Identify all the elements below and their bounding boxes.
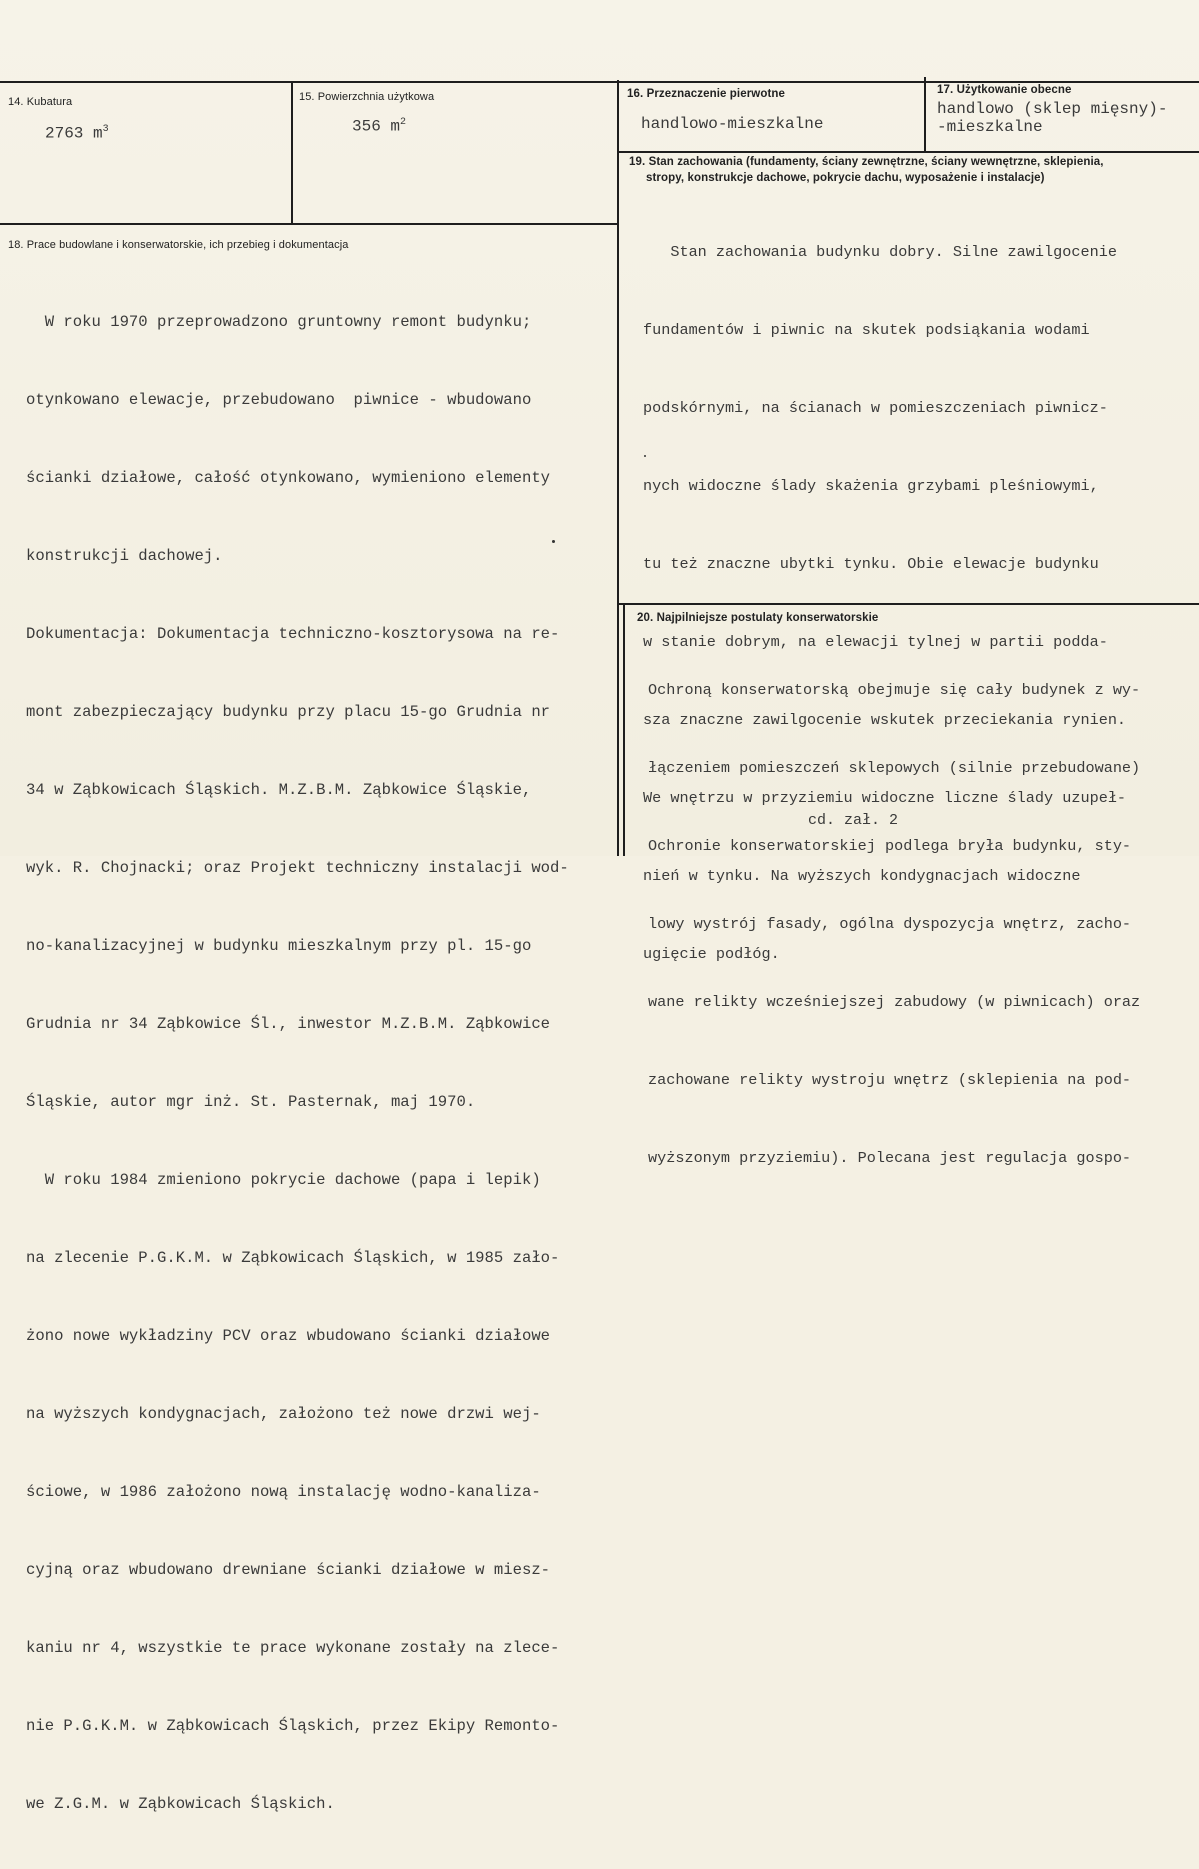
postulaty-line: lowy wystrój fasady, ogólna dyspozycja wnętrz, zacho- [648,915,1132,933]
top-rule [0,81,1199,83]
prace-line: Śląskie, autor mgr inż. St. Pasternak, maj 1970. [26,1093,476,1111]
prace-line: ścianki działowe, całość otynkowano, wymieniono elementy [26,469,551,487]
speck [644,455,646,457]
stan-line: fundamentów i piwnic na skutek podsiąkania wodami [643,321,1090,339]
stan-line: We wnętrzu w przyziemiu widoczne liczne ślady uzupeł- [643,789,1127,807]
prace-line: W roku 1970 przeprowadzono gruntowny remont budynku; [26,313,532,331]
stan-line: ugięcie podłóg. [643,945,780,963]
stan-label-line-1: 19. Stan zachowania (fundamenty, ściany zewnętrzne, ściany wewnętrzne, sklepienia, [629,156,1104,168]
stan-line: sza znaczne zawilgocenie wskutek przeciekania rynien. [643,711,1127,729]
stan-line: podskórnymi, na ścianach w pomieszczeniach piwnicz- [643,399,1108,417]
prace-line: kaniu nr 4, wszystkie te prace wykonane zostały na zlece- [26,1639,560,1657]
rule-under-16-17 [618,151,1199,153]
prace-line: no-kanalizacyjnej w budynku mieszkalnym przy pl. 15-go [26,937,532,955]
postulaty-line: Ochroną konserwatorską obejmuje się cały budynek z wy- [648,681,1141,699]
powierzchnia-label: 15. Powierzchnia użytkowa [299,91,435,103]
stan-line: nień w tynku. Na wyższych kondygnacjach widoczne [643,867,1081,885]
prace-line: żono nowe wykładziny PCV oraz wbudowano ścianki działowe [26,1327,551,1345]
kubatura-value: 2763 $m^3$ [45,124,109,143]
prace-line: ściowe, w 1986 założono nową instalację wodno-kanaliza- [26,1483,541,1501]
prace-text [26,257,569,1869]
powierzchnia-value: 356 $m^2$ [352,117,407,136]
prace-line: na wyższych kondygnacjach, założono też nowe drzwi wej- [26,1405,541,1423]
postulaty-line: łączeniem pomieszczeń sklepowych (silnie przebudowane) [648,759,1141,777]
prace-line: 34 w Ząbkowicach Śląskich. M.Z.B.M. Ząbkowice Śląskie, [26,781,532,799]
prace-label: 18. Prace budowlane i konserwatorskie, ich przebieg i dokumentacja [8,239,349,251]
stan-line: Stan zachowania budynku dobry. Silne zawilgocenie [643,243,1117,261]
uzytkowanie-line-2: -mieszkalne [937,118,1043,136]
prace-line: Dokumentacja: Dokumentacja techniczno-kosztorysowa na re- [26,625,560,643]
prace-line: cyjną oraz wbudowano drewniane ścianki działowe w miesz- [26,1561,551,1579]
prace-line: nie P.G.K.M. w Ząbkowicach Śląskich, przez Ekipy Remonto- [26,1717,560,1735]
prace-line: we Z.G.M. w Ząbkowicach Śląskich. [26,1795,335,1813]
przeznaczenie-value: handlowo-mieszkalne [641,115,824,133]
uzytkowanie-line-1: handlowo (sklep mięsny)- [937,100,1168,118]
postulaty-line: zachowane relikty wystroju wnętrz (sklepienia na pod- [648,1071,1132,1089]
postulaty-line: Ochronie konserwatorskiej podlega bryła budynku, sty- [648,837,1132,855]
prace-line: Grudnia nr 34 Ząbkowice Śl., inwestor M.Z.B.M. Ząbkowice [26,1015,551,1033]
divider-20-left [623,604,625,856]
continuation-note: cd. zał. 2 [808,812,899,829]
postulaty-line: wane relikty wcześniejszej zabudowy (w piwnicach) oraz [648,993,1141,1011]
uzytkowanie-label: 17. Użytkowanie obecne [937,84,1072,96]
divider-14-15 [291,82,293,224]
stan-line: tu też znaczne ubytki tynku. Obie elewacje budynku [643,555,1099,573]
postulaty-text [648,625,1140,1223]
postulaty-label: 20. Najpilniejsze postulaty konserwatorskie [637,612,879,624]
prace-line: mont zabezpieczający budynku przy placu 15-go Grudnia nr [26,703,551,721]
rule-under-14-15 [0,223,618,225]
przeznaczenie-label: 16. Przeznaczenie pierwotne [627,88,786,100]
stan-line: w stanie dobrym, na elewacji tylnej w partii podda- [643,633,1108,651]
stan-line: nych widoczne ślady skażenia grzybami pleśniowymi, [643,477,1099,495]
prace-line: wyk. R. Chojnacki; oraz Projekt techniczny instalacji wod- [26,859,569,877]
divider-left-column [617,80,619,856]
stan-label-line-2: stropy, konstrukcje dachowe, pokrycie dachu, wyposażenie i instalacje) [646,172,1045,184]
postulaty-line: wyższonym przyziemiu). Polecana jest regulacja gospo- [648,1149,1132,1167]
prace-line: otynkowano elewacje, przebudowano piwnice - wbudowano [26,391,532,409]
prace-line: na zlecenie P.G.K.M. w Ząbkowicach Śląskich, w 1985 zało- [26,1249,560,1267]
speck [552,540,555,543]
kubatura-label: 14. Kubatura [8,96,73,108]
prace-line: W roku 1984 zmieniono pokrycie dachowe (papa i lepik) [26,1171,541,1189]
prace-line: konstrukcji dachowej. [26,547,223,565]
divider-16-17 [924,77,926,152]
